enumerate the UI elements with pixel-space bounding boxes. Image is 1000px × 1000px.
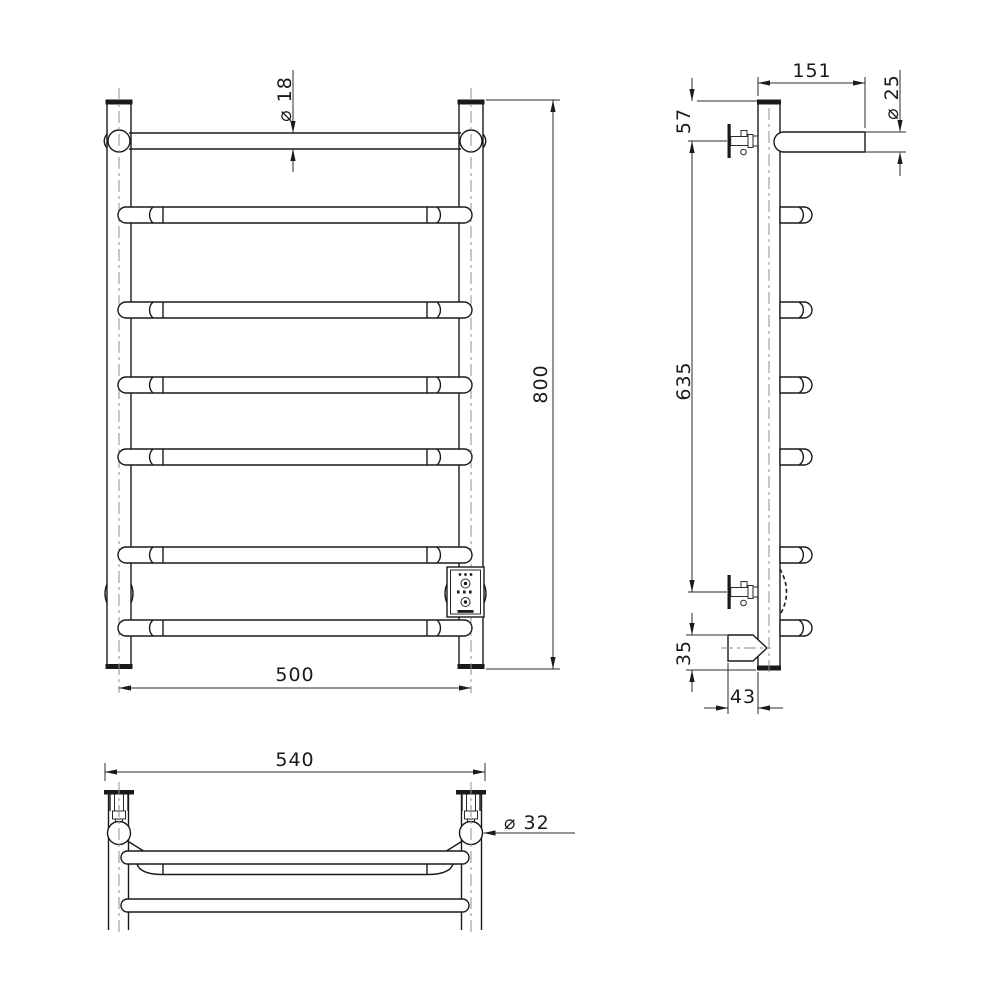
side-rung-1 xyxy=(780,207,812,223)
plan-view xyxy=(104,749,575,936)
dim-label-cable-box-depth: 43 xyxy=(729,686,757,708)
dim-top-offset-57 xyxy=(673,78,757,141)
side-view xyxy=(673,60,906,714)
plan-rail-back xyxy=(121,899,469,912)
dim-cable-box-depth-43 xyxy=(704,663,783,714)
dim-label-projection: 151 xyxy=(792,60,832,82)
dim-label-width: 500 xyxy=(275,664,315,686)
side-rung-6 xyxy=(780,620,812,636)
dim-label-top-offset: 57 xyxy=(673,107,695,135)
dim-label-height: 800 xyxy=(530,364,552,404)
side-rungs xyxy=(780,207,812,636)
dim-width-500 xyxy=(119,664,471,691)
dim-label-overall-width: 540 xyxy=(275,749,315,771)
wall-bracket-upper xyxy=(728,124,759,158)
panel-led xyxy=(464,573,467,576)
plan-rail-front xyxy=(121,851,469,864)
top-rail xyxy=(129,133,461,149)
towel-rung-5 xyxy=(118,547,472,563)
side-top-rail xyxy=(774,132,865,152)
towel-rung-1 xyxy=(118,207,472,223)
towel-rung-6 xyxy=(118,620,472,636)
panel-indicator xyxy=(469,591,472,594)
dim-projection-151 xyxy=(758,60,865,128)
towel-rung-3 xyxy=(118,377,472,393)
dim-label-post-diameter: ⌀ 32 xyxy=(504,812,550,834)
side-rung-2 xyxy=(780,302,812,318)
panel-indicator xyxy=(463,591,466,594)
dim-bracket-spacing-635 xyxy=(673,141,727,592)
dim-height-800 xyxy=(486,100,560,669)
front-view xyxy=(104,70,560,693)
dim-label-cable-box-height: 35 xyxy=(673,639,695,667)
side-rung-5 xyxy=(780,547,812,563)
towel-rung-4 xyxy=(118,449,472,465)
post-cap xyxy=(458,100,485,105)
post-cap xyxy=(106,100,133,105)
control-panel-hidden-outline xyxy=(780,569,787,615)
dim-label-rail-diameter: ⌀ 18 xyxy=(274,76,296,122)
panel-indicator xyxy=(457,591,460,594)
dim-top-rail-diameter-25 xyxy=(866,70,906,176)
control-panel xyxy=(445,567,486,617)
dim-overall-width-540 xyxy=(105,749,485,781)
panel-button-dot xyxy=(464,582,467,585)
panel-slot xyxy=(458,610,474,613)
wall-bracket-lower xyxy=(728,575,759,609)
side-rung-3 xyxy=(780,377,812,393)
post-cap xyxy=(757,100,781,105)
dim-rail-diameter-18 xyxy=(274,70,296,172)
plan-rung-arc xyxy=(137,864,453,875)
panel-led xyxy=(459,573,462,576)
panel-button-dot xyxy=(464,600,467,603)
towel-rungs xyxy=(118,207,472,636)
towel-rung-2 xyxy=(118,302,472,318)
side-rung-4 xyxy=(780,449,812,465)
dim-label-bracket-spacing: 635 xyxy=(673,361,695,401)
dim-label-top-rail-diameter: ⌀ 25 xyxy=(881,74,903,120)
dim-post-diameter-32 xyxy=(484,812,576,836)
panel-led xyxy=(470,573,473,576)
